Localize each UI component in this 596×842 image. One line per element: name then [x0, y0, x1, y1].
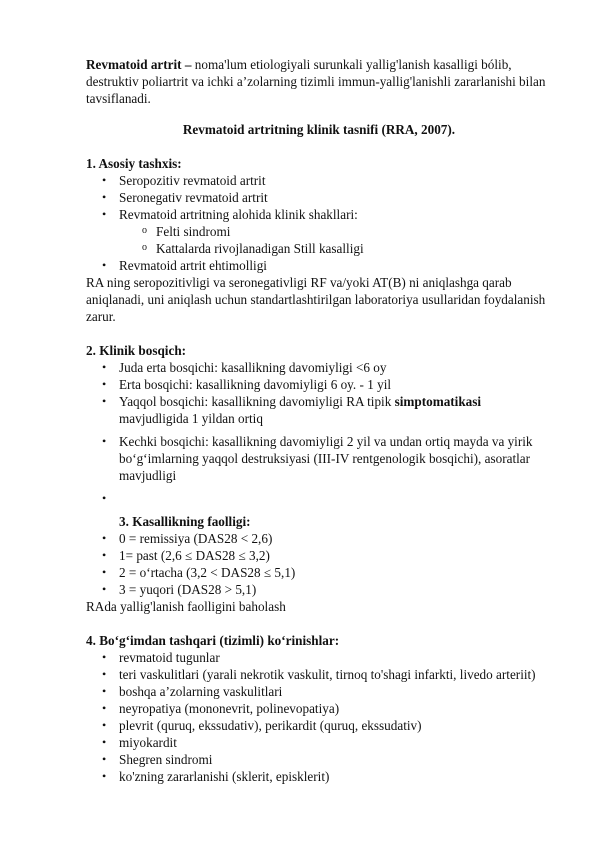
list-item: • Revmatoid artritning alohida klinik shakllari:: [86, 206, 546, 223]
section4-list: [86, 649, 546, 785]
list-item: • ko'zning zararlanishi (sklerit, episklerit): [86, 768, 546, 785]
list-item: • Seronegativ revmatoid artrit: [86, 189, 546, 206]
list-item: • Shegren sindromi: [86, 751, 546, 768]
section4-heading: 4. Bo‘g‘imdan tashqari (tizimli) ko‘rinishlar:: [86, 633, 340, 648]
section1-heading: 1. Asosiy tashxis:: [86, 156, 182, 171]
section3-note: RAda yallig'lanish faolligini baholash: [86, 599, 286, 614]
list-item: • miyokardit: [86, 734, 546, 751]
section2-list: [86, 359, 546, 507]
list-item: • 2 = o‘rtacha (3,2 < DAS28 ≤ 5,1): [86, 564, 546, 581]
intro-paragraph: [86, 56, 546, 107]
list-item: • Erta bosqichi: kasallikning davomiyligi 6 oy. - 1 yil: [86, 376, 546, 393]
item-text: mavjudligida 1 yildan ortiq: [119, 411, 263, 426]
section2-heading: 2. Klinik bosqich:: [86, 343, 187, 358]
sub-list-item: o Felti sindromi: [86, 223, 546, 240]
list-item: • 1= past (2,6 ≤ DAS28 ≤ 3,2): [86, 547, 546, 564]
list-item: • Juda erta bosqichi: kasallikning davomiyligi <6 oy: [86, 359, 546, 376]
list-item: • neyropatiya (mononevrit, polinevopatiya): [86, 700, 546, 717]
section3-heading: 3. Kasallikning faolligi:: [119, 514, 251, 529]
item-bold-text: simptomatikasi: [394, 394, 482, 409]
list-item: • boshqa a’zolarning vaskulitlari: [86, 683, 546, 700]
list-item: • revmatoid tugunlar: [86, 649, 546, 666]
list-item: • teri vaskulitlari (yarali nekrotik vaskulit, tirnoq to'shagi infarkti, livedo arteriit): [86, 666, 546, 683]
list-item: • Revmatoid artrit ehtimolligi: [86, 257, 546, 274]
list-item: • 0 = remissiya (DAS28 < 2,6): [86, 530, 546, 547]
list-item: • Kechki bosqichi: kasallikning davomiyligi 2 yil va undan ortiq mayda va yirik bo‘g‘imlarning yaqqol destruksiyasi (III-IV rentgenologik bosqichi), asoratlar mavjudligi: [86, 433, 546, 484]
list-item: • Seropozitiv revmatoid artrit: [86, 172, 546, 189]
section3-list: [86, 530, 546, 598]
list-item: • 3 = yuqori (DAS28 > 5,1): [86, 581, 546, 598]
classification-title: Revmatoid artritning klinik tasnifi (RRA, 2007).: [182, 122, 456, 137]
list-item: [86, 393, 546, 427]
list-item-empty: [86, 490, 546, 507]
item-text: Yaqqol bosqichi: kasallikning davomiyligi RA tipik: [119, 394, 395, 409]
intro-term: Revmatoid artrit –: [86, 57, 192, 72]
list-item: • plevrit (quruq, ekssudativ), perikardit (quruq, ekssudativ): [86, 717, 546, 734]
intro-text: noma'lum etiologiyali surunkali yallig'lanish kasalligi bólib, destruktiv poliartrit va ichki a’zolarning tizimli immun-yallig'lanishli zararlanishi bilan tavsiflanadi.: [86, 57, 546, 106]
section1-list: [86, 172, 546, 274]
sub-list-item: o Kattalarda rivojlanadigan Still kasalligi: [86, 240, 546, 257]
section1-note: RA ning seropozitivligi va seronegativligi RF va/yoki AT(B) ni aniqlashga qarab aniqlanadi, uni aniqlash uchun standartlashtirilgan laboratoriya usullaridan foydalanish zarur.: [86, 275, 546, 324]
